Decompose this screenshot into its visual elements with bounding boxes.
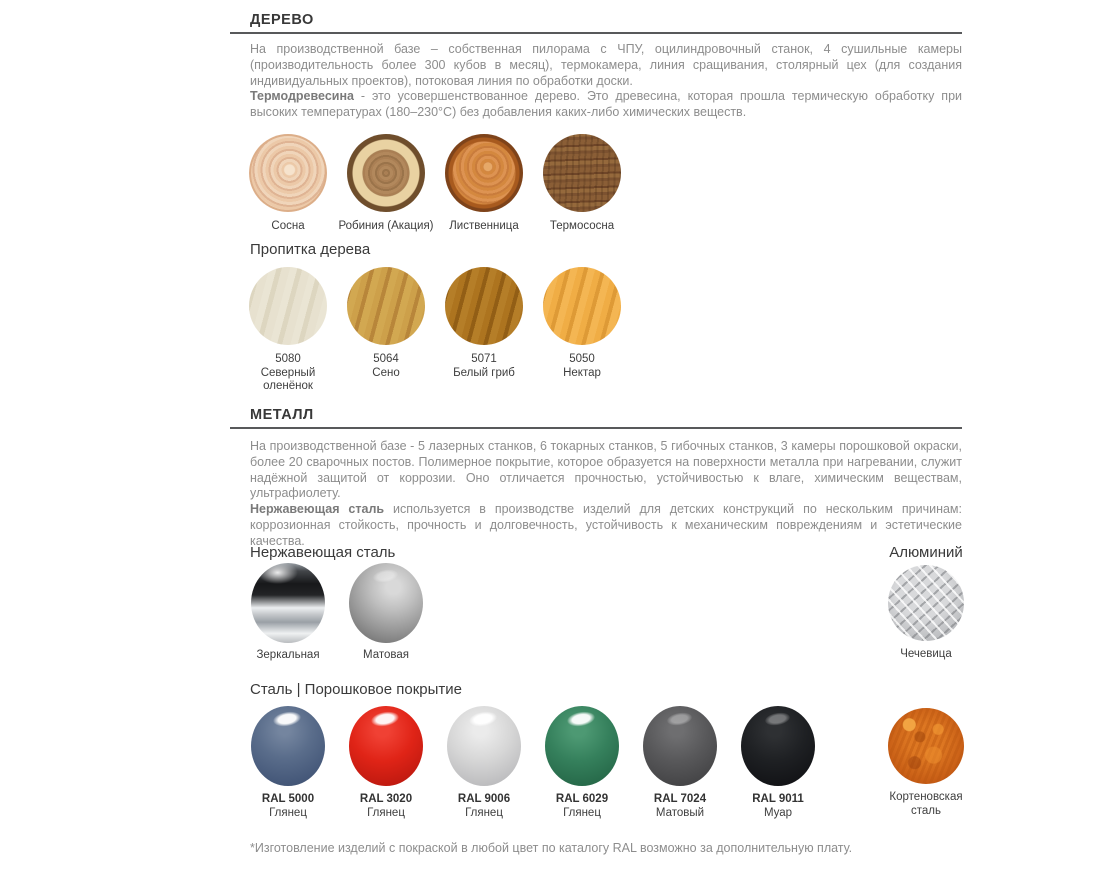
corten-steel-label: Кортеновская сталь — [889, 791, 963, 817]
wood-swatch-larch — [435, 134, 533, 234]
impregnation-5064-name: Сено — [372, 366, 400, 379]
ral5000-image — [251, 706, 325, 786]
wood-paragraph-production — [250, 42, 962, 89]
aluminum-swatch-checker — [877, 563, 975, 662]
thermowood-term: Термодревесина — [250, 89, 354, 104]
powder-swatch-ral6029 — [533, 706, 631, 820]
impregnation-swatch-5080 — [239, 267, 337, 394]
aluminum-title: Алюминий — [889, 544, 963, 561]
ral3020-image — [349, 706, 423, 786]
impregnation-5050-image — [543, 267, 621, 345]
checker-plate-image — [888, 565, 964, 641]
wood-paragraph-thermowood — [250, 89, 962, 121]
ral7024-finish: Матовый — [655, 806, 705, 819]
metal-paragraph-stainless — [250, 502, 962, 549]
powder-swatch-ral9011 — [729, 706, 827, 820]
wood-paragraph-production-text: На производственной базе – собственная пилорама с ЧПУ, оцилиндровочный станок, 4 сушильные камеры (производительность более 300 кубов в месяц), термокамера, линия сращивания, столярный цех (для создания индивидуальных проектов), потоковая линия по обработки доски. — [250, 42, 962, 88]
wood-description — [250, 42, 962, 121]
corten-steel-swatch — [877, 706, 975, 818]
stainless-steel-title: Нержавеющая сталь — [250, 544, 396, 561]
wood-swatch-thermopine — [533, 134, 631, 234]
ral5000-code: RAL 5000 — [261, 793, 315, 805]
ral6029-finish: Глянец — [563, 806, 601, 819]
ral5000-finish: Глянец — [269, 806, 307, 819]
impregnation-swatch-5071 — [435, 267, 533, 380]
thermowood-definition: - это усовершенствованное дерево. Это древесина, которая прошла термическую обработку при высоких температурах (180–230°С) без добавления каких-либо химических веществ. — [250, 89, 962, 120]
mirror-steel-label: Зеркальная — [256, 649, 320, 661]
corten-steel-image — [888, 708, 964, 784]
impregnation-5080-name: Северный оленёнок — [260, 366, 316, 392]
ral3020-code: RAL 3020 — [359, 793, 413, 805]
ral9006-image — [447, 706, 521, 786]
wood-section-title: ДЕРЕВО — [250, 12, 314, 28]
ral9011-image — [741, 706, 815, 786]
ral9006-code: RAL 9006 — [457, 793, 511, 805]
ral7024-image — [643, 706, 717, 786]
metal-paragraph-production-text: На производственной базе - 5 лазерных станков, 6 токарных станков, 5 гибочных станков, 3 камеры порошковой окраски, более 20 сварочных постов. Полимерное покрытие, которое образуется на поверхности металла при нагревании, служит надёжной защитой от коррозии. Оно отличается прочностью, устойчивостью к влаге, химическим веществам, ультрафиолету. — [250, 439, 962, 501]
ral6029-code: RAL 6029 — [555, 793, 609, 805]
impregnation-5064-code: 5064 — [373, 353, 399, 365]
wood-section-divider — [230, 32, 962, 34]
larch-wood-image — [445, 134, 523, 212]
ral6029-image — [545, 706, 619, 786]
stainless-definition: используется в производстве изделий для детских конструкций по нескольким причинам: коррозионная стойкость, прочность и долговечность, устойчивость к механическим повреждениям и эстетические качества. — [250, 502, 962, 548]
thermopine-label: Термососна — [549, 220, 615, 232]
ral-painting-note: *Изготовление изделий с покраской в любой цвет по каталогу RAL возможно за дополнительную плату. — [250, 841, 853, 855]
impregnation-swatch-5050 — [533, 267, 631, 380]
impregnation-swatch-5064 — [337, 267, 435, 380]
mirror-steel-image — [251, 563, 325, 643]
robinia-label: Робиния (Акация) — [338, 220, 434, 232]
impregnation-5064-image — [347, 267, 425, 345]
stainless-swatch-mirror — [239, 563, 337, 663]
matte-steel-image — [349, 563, 423, 643]
ral9011-finish: Муар — [763, 806, 793, 819]
robinia-wood-image — [347, 134, 425, 212]
ral3020-finish: Глянец — [367, 806, 405, 819]
impregnation-5050-code: 5050 — [569, 353, 595, 365]
metal-paragraph-production — [250, 439, 962, 502]
impregnation-title: Пропитка дерева — [250, 241, 371, 258]
ral9011-code: RAL 9011 — [752, 793, 804, 805]
impregnation-5071-code: 5071 — [471, 353, 497, 365]
impregnation-5050-name: Нектар — [563, 366, 601, 379]
larch-label: Лиственница — [449, 220, 519, 232]
powder-swatch-ral9006 — [435, 706, 533, 820]
metal-section-divider — [230, 427, 962, 429]
metal-description — [250, 439, 962, 550]
metal-section-title: МЕТАЛЛ — [250, 407, 314, 423]
ral9006-finish: Глянец — [465, 806, 503, 819]
impregnation-5071-image — [445, 267, 523, 345]
wood-swatch-pine — [239, 134, 337, 234]
impregnation-5071-name: Белый гриб — [453, 366, 515, 379]
stainless-swatch-matte — [337, 563, 435, 663]
ral7024-code: RAL 7024 — [653, 793, 707, 805]
stainless-term: Нержавеющая сталь — [250, 502, 385, 517]
powder-coating-title: Сталь | Порошковое покрытие — [250, 681, 462, 698]
powder-swatch-ral5000 — [239, 706, 337, 820]
impregnation-5080-image — [249, 267, 327, 345]
matte-steel-label: Матовая — [363, 649, 409, 661]
powder-swatch-ral7024 — [631, 706, 729, 820]
impregnation-5080-code: 5080 — [275, 353, 301, 365]
pine-label: Сосна — [271, 220, 305, 232]
thermopine-wood-image — [543, 134, 621, 212]
wood-swatch-robinia — [337, 134, 435, 234]
checker-plate-label: Чечевица — [900, 648, 952, 660]
powder-swatch-ral3020 — [337, 706, 435, 820]
pine-wood-image — [249, 134, 327, 212]
